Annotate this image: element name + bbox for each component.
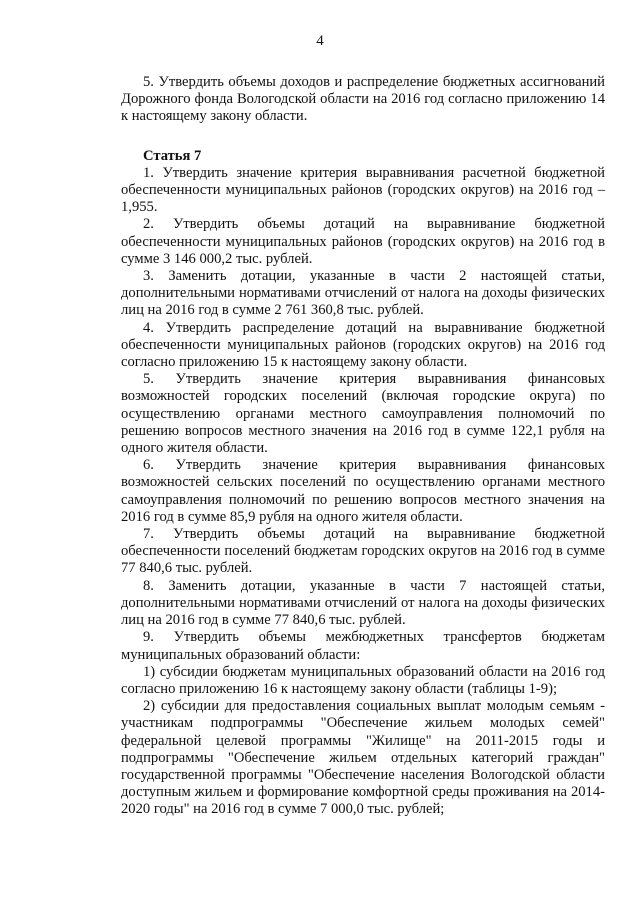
article-title: Статья 7 [143,147,202,164]
list-item: 1) субсидии бюджетам муниципальных образований области на 2016 год согласно приложению 16 к настоящему закону области (таблицы 1-9); [121,663,605,697]
paragraph: 5. Утвердить объемы доходов и распределение бюджетных ассигнований Дорожного фонда Вологодской области на 2016 год согласно приложению 14 к настоящему закону области. [121,74,605,125]
document-body [121,74,605,819]
paragraph: 3. Заменить дотации, указанные в части 2 настоящей статьи, дополнительными нормативами отчислений от налога на доходы физических лиц на 2016 год в сумме 2 761 360,8 тыс. рублей. [121,268,605,319]
paragraph: 2. Утвердить объемы дотаций на выравнивание бюджетной обеспеченности муниципальных районов (городских округов) на 2016 год в сумме 3 146 000,2 тыс. рублей. [121,216,605,267]
paragraph: 6. Утвердить значение критерия выравнивания финансовых возможностей сельских поселений по осуществлению органами местного самоуправления полномочий по решению вопросов местного значения на 2016 год в сумме 85,9 рубля на одного жителя области. [121,457,605,525]
paragraph: 1. Утвердить значение критерия выравнивания расчетной бюджетной обеспеченности муниципальных районов (городских округов) на 2016 год – 1,955. [121,164,605,216]
list-item: 2) субсидии для предоставления социальных выплат молодым семьям - участникам подпрограммы "Обеспечение жильем молодых семей" федеральной целевой программы "Жилище" на 2011-2015 годы и подпрограммы "Обеспечение жильем отдельных категорий граждан" государственной программы "Обеспечение населения Вологодской области доступным жильем и формирование комфортной среды проживания на 2014-2020 годы" на 2016 год в сумме 7 000,0 тыс. рублей; [121,698,605,818]
paragraph: 9. Утвердить объемы межбюджетных трансфертов бюджетам муниципальных образований области: [121,629,605,663]
page-number: 4 [316,33,324,49]
paragraph: 5. Утвердить значение критерия выравнивания финансовых возможностей городских поселений (включая городские округа) по осуществлению органами местного самоуправления полномочий по решению вопросов местного значения на 2016 год в сумме 122,1 рубля на одного жителя области. [121,371,605,457]
paragraph: 7. Утвердить объемы дотаций на выравнивание бюджетной обеспеченности поселений бюджетам городских округов на 2016 год в сумме 77 840,6 тыс. рублей. [121,526,605,577]
paragraph: 4. Утвердить распределение дотаций на выравнивание бюджетной обеспеченности муниципальных районов (городских округов) на 2016 год согласно приложению 15 к настоящему закону области. [121,319,605,371]
paragraph: 8. Заменить дотации, указанные в части 7 настоящей статьи, дополнительными нормативами отчислений от налога на доходы физических лиц на 2016 год в сумме 77 840,6 тыс. рублей. [121,577,605,629]
